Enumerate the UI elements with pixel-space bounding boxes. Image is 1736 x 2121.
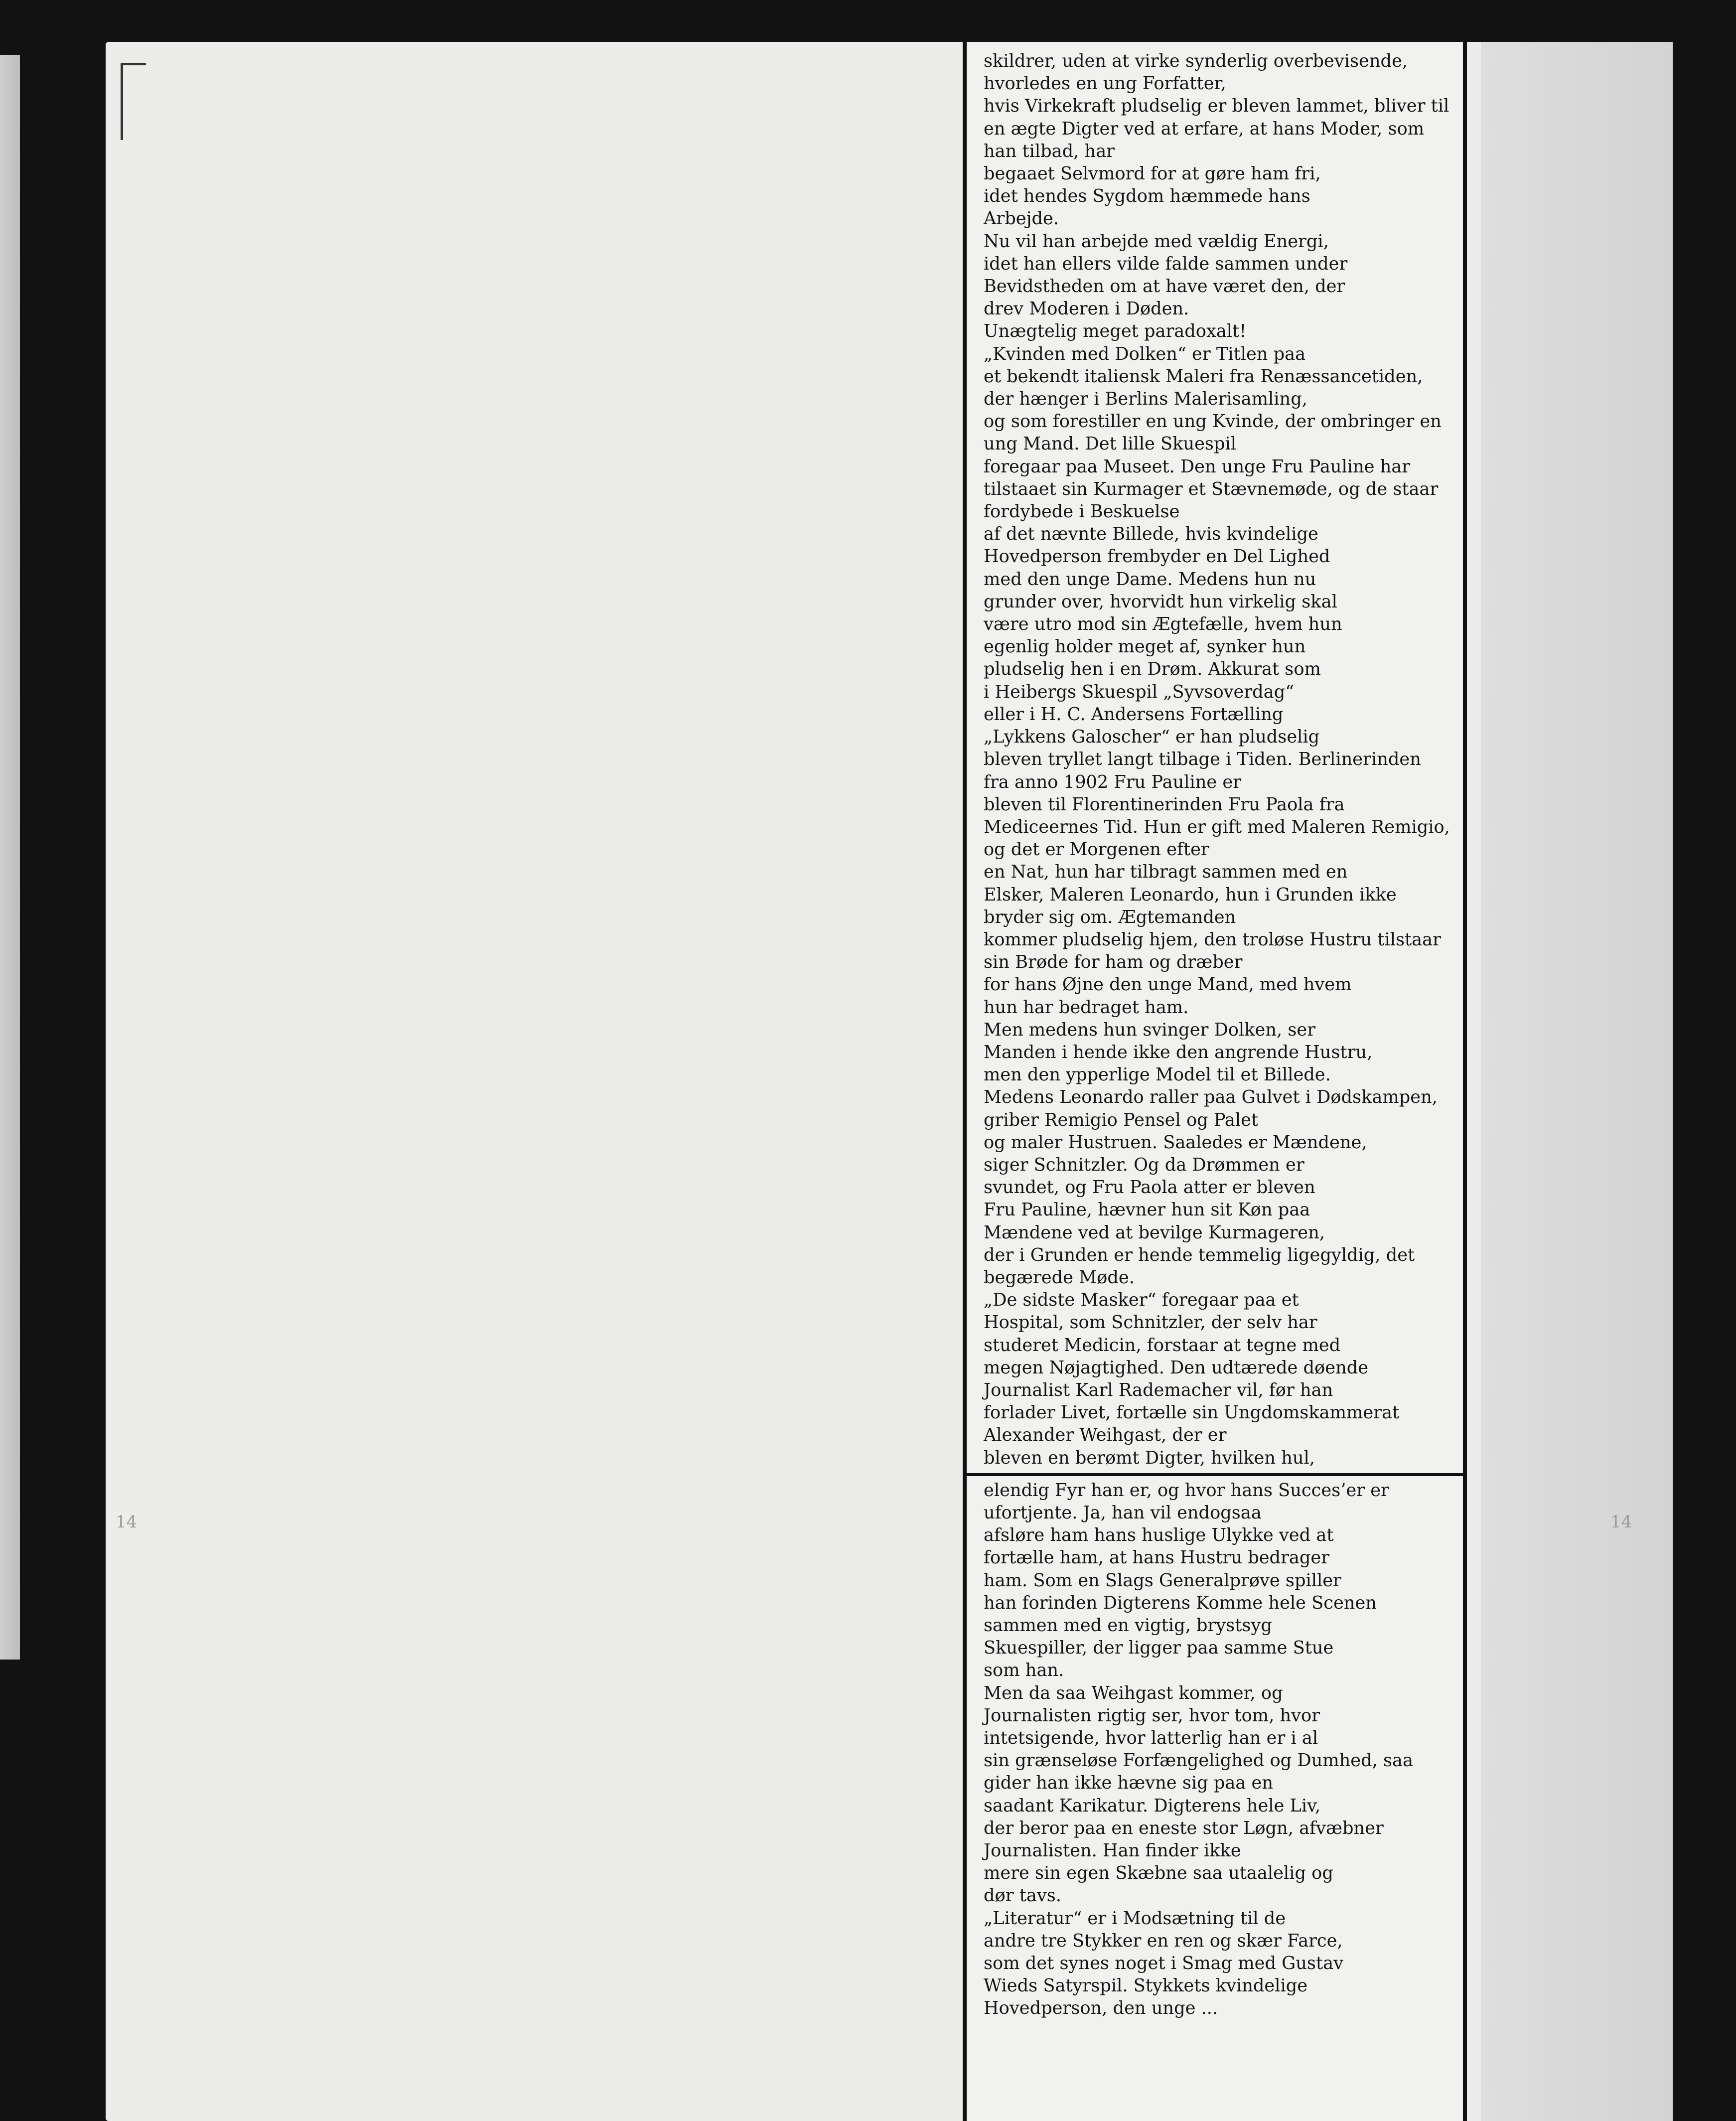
- edge-note-right: 14: [1610, 1512, 1632, 1532]
- clipping-paragraph: Men medens hun svinger Dolken, ser Manden i hende ikke den angrende Hustru, men den ypperlige Model til et Billede. Medens Leonardo raller paa Gulvet i Dødskampen, griber Remigio Pensel og Palet og maler Hustruen. Saaledes er Mændene, siger Schnitzler. Og da Drømmen er svundet, og Fru Paola atter er bleven Fru Pauline, hævner hun sit Køn paa Mændene ved at bevilge Kurmageren, der i Grunden er hende temmelig ligegyldig, det begærede Møde.: [984, 1019, 1438, 1288]
- corner-mark: [121, 63, 146, 140]
- page-shadow-strip: [1481, 42, 1673, 2121]
- edge-note-left: 14: [116, 1512, 138, 1532]
- clipping-paragraph: Men da saa Weihgast kommer, og Journalisten rigtig ser, hvor tom, hvor intetsigende, hvor latterlig han er i al sin grænseløse Forfængelighed og Dumhed, saa gider han ikke hævne sig paa en saadant Karikatur. Digterens hele Liv, der beror paa en eneste stor Løgn, afvæbner Journalisten. Han finder ikke mere sin egen Skæbne saa utaalelig og dør tavs.: [984, 1682, 1413, 1906]
- album-page: [106, 42, 1673, 2121]
- clipping-seam: [967, 1473, 1463, 1476]
- adjacent-page-edge: [0, 55, 20, 1660]
- clipping-paragraph: „Kvinden med Dolken“ er Titlen paa et bekendt italiensk Maleri fra Renæssancetiden, der hænger i Berlins Malerisamling, og som forestiller en ung Kvinde, der ombringer en ung Mand. Det lille Skuespil foregaar paa Museet. Den unge Fru Pauline har tilstaaet sin Kurmager et Stævnemøde, og de staar fordybede i Beskuelse af det nævnte Billede, hvis kvindelige Hovedperson frembyder en Del Lighed med den unge Dame. Medens hun nu grunder over, hvorvidt hun virkelig skal være utro mod sin Ægtefælle, hvem hun egenlig holder meget af, synker hun pludselig hen i en Drøm. Akkurat som i Heibergs Skuespil „Syvsoverdag“ eller i H. C. Andersens Fortælling „Lykkens Galoscher“ er han pludselig bleven tryllet langt tilbage i Tiden. Berlinerinden fra anno 1902 Fru Pauline er bleven til Florentinerinden Fru Paola fra Mediceernes Tid. Hun er gift med Maleren Remigio, og det er Morgenen efter en Nat, hun har tilbragt sammen med en Elsker, Maleren Leonardo, hun i Grunden ikke bryder sig om. Ægtemanden kommer pludselig hjem, den troløse Hustru tilstaar sin Brøde for ham og dræber for hans Øjne den unge Mand, med hvem hun har bedraget ham.: [984, 343, 1450, 1018]
- clipping-paragraph: skildrer, uden at virke synderlig overbevisende, hvorledes en ung Forfatter, hvis Virkekraft pludselig er bleven lammet, bliver til en ægte Digter ved at erfare, at hans Moder, som han tilbad, har begaaet Selvmord for at gøre ham fri, idet hendes Sygdom hæmmede hans Arbejde.: [984, 51, 1449, 229]
- newspaper-clipping: [963, 42, 1467, 2121]
- clipping-paragraph: „Literatur“ er i Modsætning til de andre tre Stykker en ren og skær Farce, som det synes noget i Smag med Gustav Wieds Satyrspil. Stykkets kvindelige Hovedperson, den unge ...: [984, 1908, 1343, 2019]
- clipping-paragraph: Nu vil han arbejde med vældig Energi, idet han ellers vilde falde sammen under Bevidstheden om at have været den, der drev Moderen i Døden.: [984, 231, 1348, 319]
- clipping-paragraph: Unægtelig meget paradoxalt!: [984, 321, 1247, 342]
- clipping-paragraph: elendig Fyr han er, og hvor hans Succes’er er ufortjente. Ja, han vil endogsaa afsløre ham hans huslige Ulykke ved at fortælle ham, at hans Hustru bedrager ham. Som en Slags Generalprøve spiller han forinden Digterens Komme hele Scenen sammen med en vigtig, brystsyg Skuespiller, der ligger paa samme Stue som han.: [984, 1480, 1389, 1681]
- clipping-paragraph: „De sidste Masker“ foregaar paa et Hospital, som Schnitzler, der selv har studeret Medicin, forstaar at tegne med megen Nøjagtighed. Den udtærede døende Journalist Karl Rademacher vil, før han forlader Livet, fortælle sin Ungdomskammerat Alexander Weihgast, der er bleven en berømt Digter, hvilken hul,: [984, 1290, 1400, 1468]
